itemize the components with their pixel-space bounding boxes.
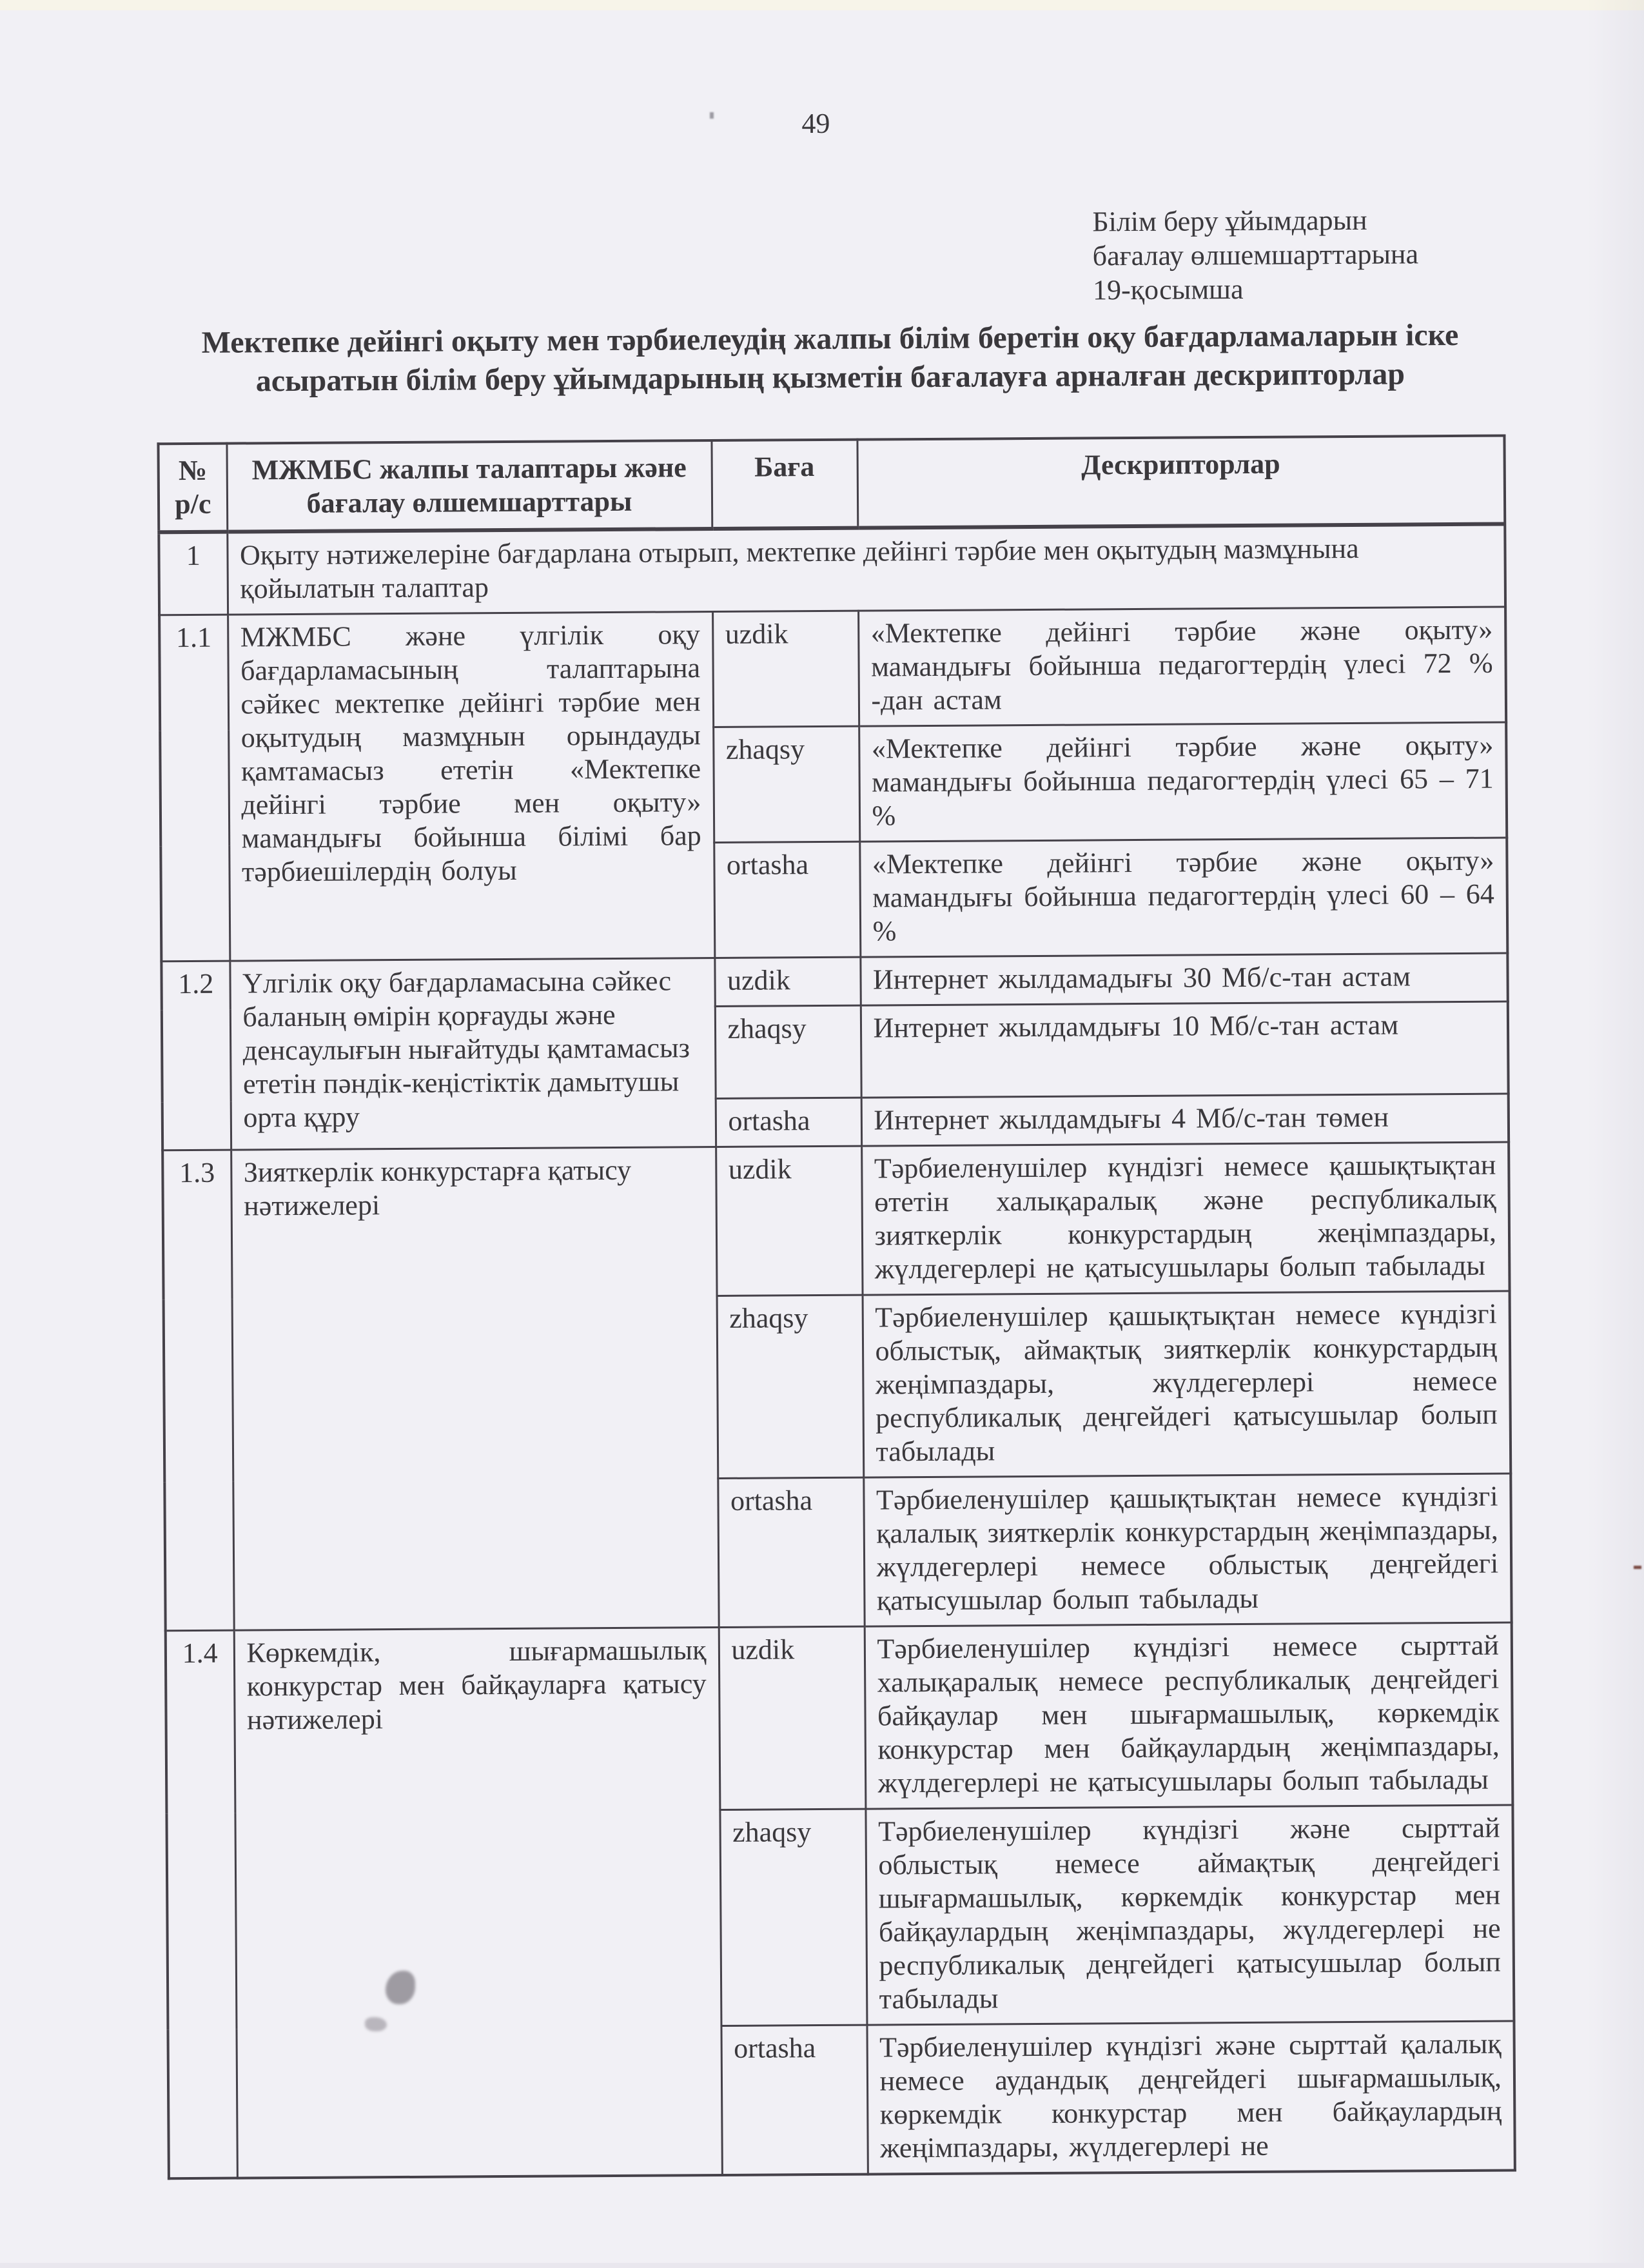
descriptor-text: Интернет жылдамдығы 4 Мб/с-тан төмен [861,1094,1509,1146]
descriptor-text: Тәрбиеленушілер күндізгі немесе сырттай халықаралық немесе республикалық деңгейдегі байқаулар мен шығармашылық, көркемдік конкурстар мен байқаулардың жеңімпаздары, жүлдегерлері не қатысушылары болып табылады [865,1622,1513,1809]
appendix-note-line: Білім беру ұйымдарын [1092,204,1367,238]
grade-label: zhaqsy [713,726,859,842]
descriptor-text: «Мектепке дейінгі тәрбие және оқыту» мамандығы бойынша педагогтердің үлесі 72 % -дан астам [858,607,1506,726]
appendix-note-line: 19-қосымша [1092,273,1244,306]
table-row [159,607,1506,731]
section-row [159,524,1505,615]
scan-speck [710,112,714,119]
table-header-row [158,436,1505,533]
table-row [162,1142,1509,1299]
descriptor-text: Тәрбиеленушілер күндізгі немесе қашықтықтан өтетін халықаралық және республикалық зияткерлік конкурстардың жеңімпаздары, жүлдегерлері не қатысушылары болып табылады [861,1142,1509,1295]
grade-label: uzdik [714,957,860,1006]
col-header-num: № р/с [158,444,227,533]
row-criteria: Зияткерлік конкурстарға қатысу нәтижелері [231,1147,719,1631]
grade-label: zhaqsy [715,1005,861,1098]
row-number: 1.3 [162,1150,234,1631]
row-criteria: МЖМБС және үлгілік оқу бағдарламасының талаптарына сәйкес мектепке дейінгі тәрбие мен оқытудың мазмұнын орындауды қамтамасыз ететін «Мектепке дейінгі тәрбие мен оқыту» мамандығы бойынша білімі бар тәрбиешілердің болуы [228,612,714,961]
row-criteria: Үлгілік оқу бағдарламасына сәйкес баланың өмірін қорғауды және денсаулығын нығайтуды қамтамасыз ететін пәндік-кеңістіктік дамытушы орта құру [230,958,716,1150]
row-number: 1.4 [166,1630,237,2178]
descriptor-text: «Мектепке дейінгі тәрбие және оқыту» мамандығы бойынша педагогтердің үлесі 60 – 64 % [859,838,1507,957]
col-header-descriptors: Дескрипторлар [857,436,1505,528]
grade-label: ortasha [716,1098,861,1147]
row-criteria: Көркемдік, шығармашылық конкурстар мен байқауларға қатысу нәтижелері [234,1627,722,2178]
grade-label: zhaqsy [719,1809,866,2026]
scan-speck [1634,1566,1641,1569]
col-header-grade: Баға [711,440,857,529]
row-number: 1.2 [161,961,231,1150]
grade-label: zhaqsy [717,1295,864,1478]
row-number: 1.1 [159,615,230,961]
col-header-criteria: МЖМБС жалпы талаптары және бағалау өлшемшарттары [226,440,712,532]
section-title: Оқыту нәтижелеріне бағдарлана отырып, мектепке дейінгі тәрбие мен оқытудың мазмұнына қойылатын талаптар [227,524,1505,615]
page-number: 49 [801,107,830,140]
grade-label: ortasha [718,1477,864,1627]
descriptor-text: Интернет жылдамдығы 10 Мб/с-тан астам [861,1001,1509,1098]
table-row [161,953,1507,1010]
appendix-note-line: бағалау өлшемшарттарына [1092,238,1419,272]
descriptor-text: Тәрбиеленушілер күндізгі және сырттай қалалық немесе аудандық деңгейдегі шығармашылық, көркемдік конкурстар мен байқаулардың жеңімпаздары, жүлдегерлері не [866,2021,1514,2174]
descriptor-text: Тәрбиеленушілер күндізгі және сырттай облыстық немесе аймақтық деңгейдегі шығармашылық, көркемдік конкурстар мен байқаулардың жеңімпаздары, жүлдегерлері не республикалық деңгейдегі қатысушылар болып табылады [865,1805,1514,2025]
descriptors-table [157,435,1516,2180]
grade-label: uzdik [712,611,859,727]
document-title: Мектепке дейінгі оқыту мен тәрбиелеудің жалпы білім беретін оқу бағдарламаларын іске асыратын білім беру ұйымдарының қызметін бағалауға арналған дескрипторлар [201,317,1459,399]
grade-label: uzdik [716,1146,862,1296]
appendix-note [1092,202,1418,307]
descriptor-text: «Мектепке дейінгі тәрбие және оқыту» мамандығы бойынша педагогтердің үлесі 65 – 71 % [859,722,1507,842]
ink-smudge-small [365,2017,387,2031]
descriptor-text: Тәрбиеленушілер қашықтықтан немесе күндізгі облыстық, аймақтық зияткерлік конкурстардың жеңімпаздары, жүлдегерлері немесе республикалық деңгейдегі қатысушылар болып табылады [863,1291,1511,1477]
section-number: 1 [159,532,228,615]
grade-label: ortasha [714,842,860,958]
descriptor-text: Тәрбиеленушілер қашықтықтан немесе күндізгі қалалық зияткерлік конкурстардың жеңімпаздары, жүлдегерлері немесе облыстық деңгейдегі қатысушылар болып табылады [863,1474,1511,1626]
table-row [166,1622,1513,1813]
grade-label: uzdik [719,1626,866,1809]
grade-label: ortasha [721,2025,867,2175]
descriptor-text: Интернет жылдамадығы 30 Мб/с-тан астам [860,953,1507,1005]
